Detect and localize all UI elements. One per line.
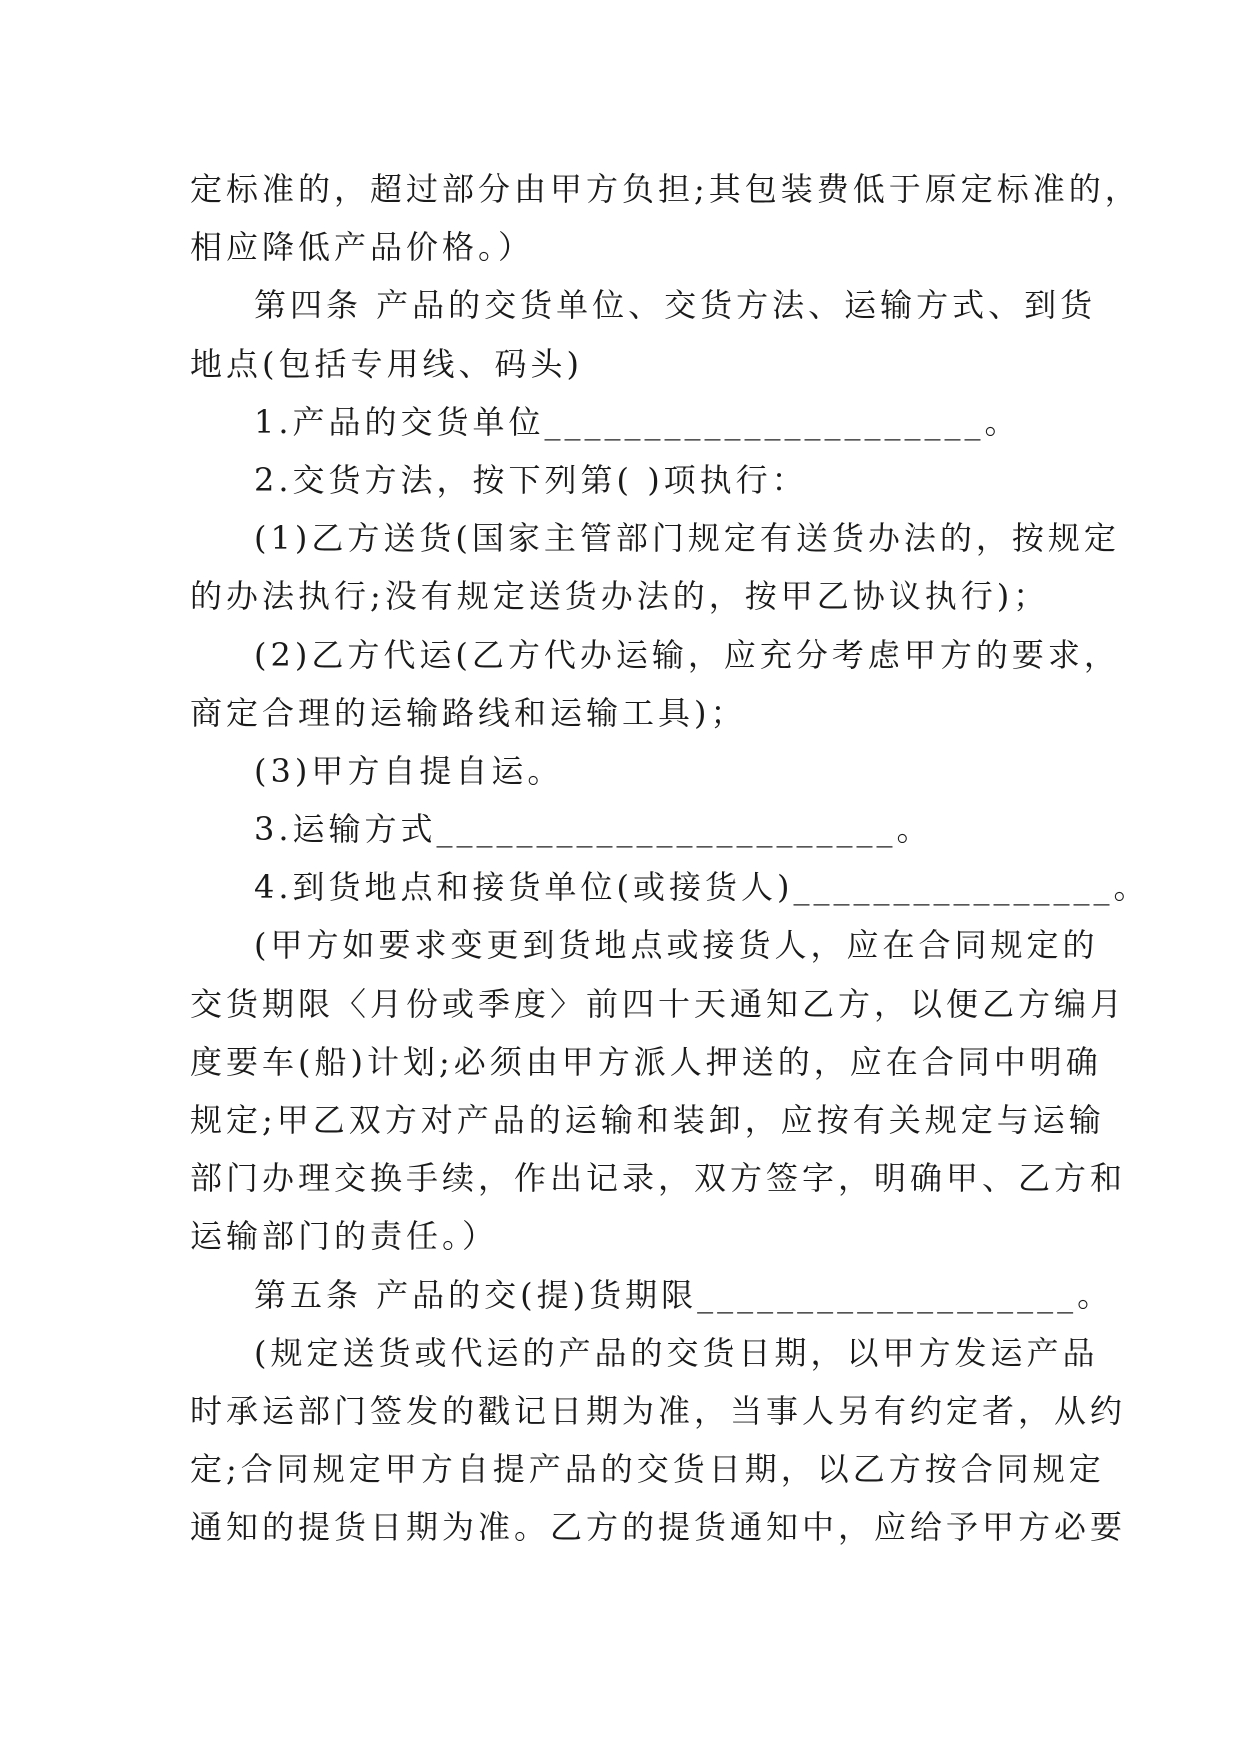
text-line: 相应降低产品价格。）	[190, 228, 535, 267]
article-4-heading: 第四条 产品的交货单位、交货方法、运输方式、到货	[254, 286, 1097, 325]
article-5-heading: 第五条 产品的交(提)货期限___________________。	[254, 1275, 1114, 1314]
text-line: 交货期限〈月份或季度〉前四十天通知乙方，以便乙方编月	[190, 984, 1127, 1023]
text-line: 通知的提货日期为准。乙方的提货通知中，应给予甲方必要	[190, 1508, 1127, 1547]
option-3: (3)甲方自提自运。	[254, 751, 564, 790]
text-line: 的办法执行;没有规定送货办法的，按甲乙协议执行)；	[190, 577, 1050, 616]
text-line: (甲方如要求变更到货地点或接货人，应在合同规定的	[254, 926, 1099, 965]
text-line: (规定送货或代运的产品的交货日期，以甲方发运产品	[254, 1333, 1099, 1372]
delivery-unit-item: 1.产品的交货单位______________________。	[254, 402, 1021, 441]
text-line: 商定合理的运输路线和运输工具)；	[190, 693, 747, 732]
delivery-method-item: 2.交货方法，按下列第( )项执行：	[254, 460, 808, 499]
contract-text-body	[190, 160, 1150, 1557]
text-line: 定;合同规定甲方自提产品的交货日期，以乙方按合同规定	[190, 1450, 1105, 1489]
text-line: 地点(包括专用线、码头)	[190, 344, 583, 383]
option-2: (2)乙方代运(乙方代办运输，应充分考虑甲方的要求，	[254, 635, 1120, 674]
option-1: (1)乙方送货(国家主管部门规定有送货办法的，按规定	[254, 519, 1120, 558]
arrival-location-item: 4.到货地点和接货单位(或接货人)________________。	[254, 868, 1150, 907]
text-line: 时承运部门签发的戳记日期为准，当事人另有约定者，从约	[190, 1391, 1127, 1430]
text-line: 度要车(船)计划;必须由甲方派人押送的，应在合同中明确	[190, 1042, 1102, 1081]
text-line: 部门办理交换手续，作出记录，双方签字，明确甲、乙方和	[190, 1159, 1127, 1198]
text-line: 运输部门的责任。）	[190, 1217, 499, 1256]
transport-method-item: 3.运输方式_______________________。	[254, 810, 933, 849]
text-line: 定标准的，超过部分由甲方负担;其包装费低于原定标准的，	[190, 170, 1141, 208]
text-line: 规定;甲乙双方对产品的运输和装卸，应按有关规定与运输	[190, 1101, 1105, 1139]
